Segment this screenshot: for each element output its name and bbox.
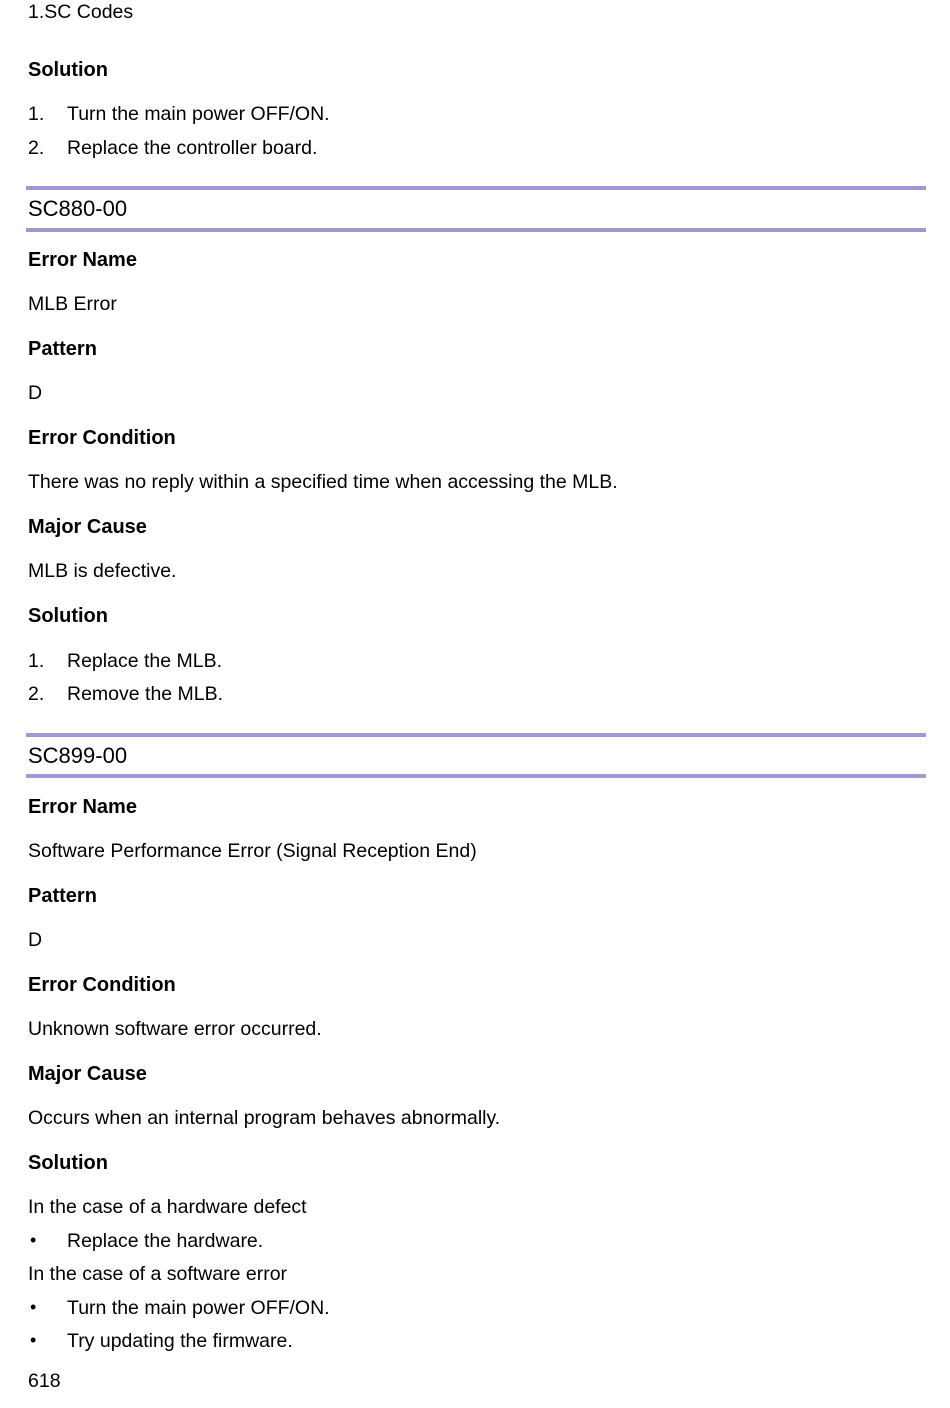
step-number: 2. (28, 683, 45, 705)
major-cause-value: Occurs when an internal program behaves abnormally. (28, 1107, 501, 1129)
bullet-icon: • (30, 1330, 37, 1350)
step-text: Replace the MLB. (67, 650, 223, 672)
section-rule-top (26, 186, 926, 190)
solution-heading: Solution (28, 1152, 108, 1174)
step-text: Remove the MLB. (67, 683, 224, 705)
step-number: 1. (28, 103, 45, 125)
pattern-value: D (28, 929, 43, 951)
error-name-heading: Error Name (28, 796, 137, 818)
error-name-value: MLB Error (28, 293, 117, 315)
bullet-item: Replace the hardware. (67, 1230, 264, 1252)
solution-heading: Solution (28, 605, 108, 627)
section-title: 1.SC Codes (28, 1, 134, 23)
pattern-value: D (28, 382, 43, 404)
solution-heading: Solution (28, 59, 108, 81)
major-cause-heading: Major Cause (28, 516, 147, 538)
major-cause-value: MLB is defective. (28, 560, 177, 582)
error-condition-heading: Error Condition (28, 974, 176, 996)
step-number: 2. (28, 137, 45, 159)
case-software-label: In the case of a software error (28, 1263, 288, 1285)
step-text: Replace the controller board. (67, 137, 318, 159)
error-name-heading: Error Name (28, 249, 137, 271)
bullet-item: Try updating the firmware. (67, 1330, 293, 1352)
bullet-icon: • (30, 1297, 37, 1317)
step-text: Turn the main power OFF/ON. (67, 103, 330, 125)
section-rule-bottom (26, 228, 926, 232)
pattern-heading: Pattern (28, 885, 97, 907)
error-condition-heading: Error Condition (28, 427, 176, 449)
error-name-value: Software Performance Error (Signal Reception End) (28, 840, 477, 862)
sc-code-title: SC880-00 (28, 196, 128, 221)
major-cause-heading: Major Cause (28, 1063, 147, 1085)
case-hardware-label: In the case of a hardware defect (28, 1196, 307, 1218)
section-rule-top (26, 733, 926, 737)
step-number: 1. (28, 650, 45, 672)
bullet-icon: • (30, 1230, 37, 1250)
page-number: 618 (28, 1370, 61, 1392)
bullet-item: Turn the main power OFF/ON. (67, 1297, 330, 1319)
pattern-heading: Pattern (28, 338, 97, 360)
error-condition-value: There was no reply within a specified time when accessing the MLB. (28, 471, 618, 493)
section-rule-bottom (26, 774, 926, 778)
sc-code-title: SC899-00 (28, 743, 128, 768)
error-condition-value: Unknown software error occurred. (28, 1018, 322, 1040)
